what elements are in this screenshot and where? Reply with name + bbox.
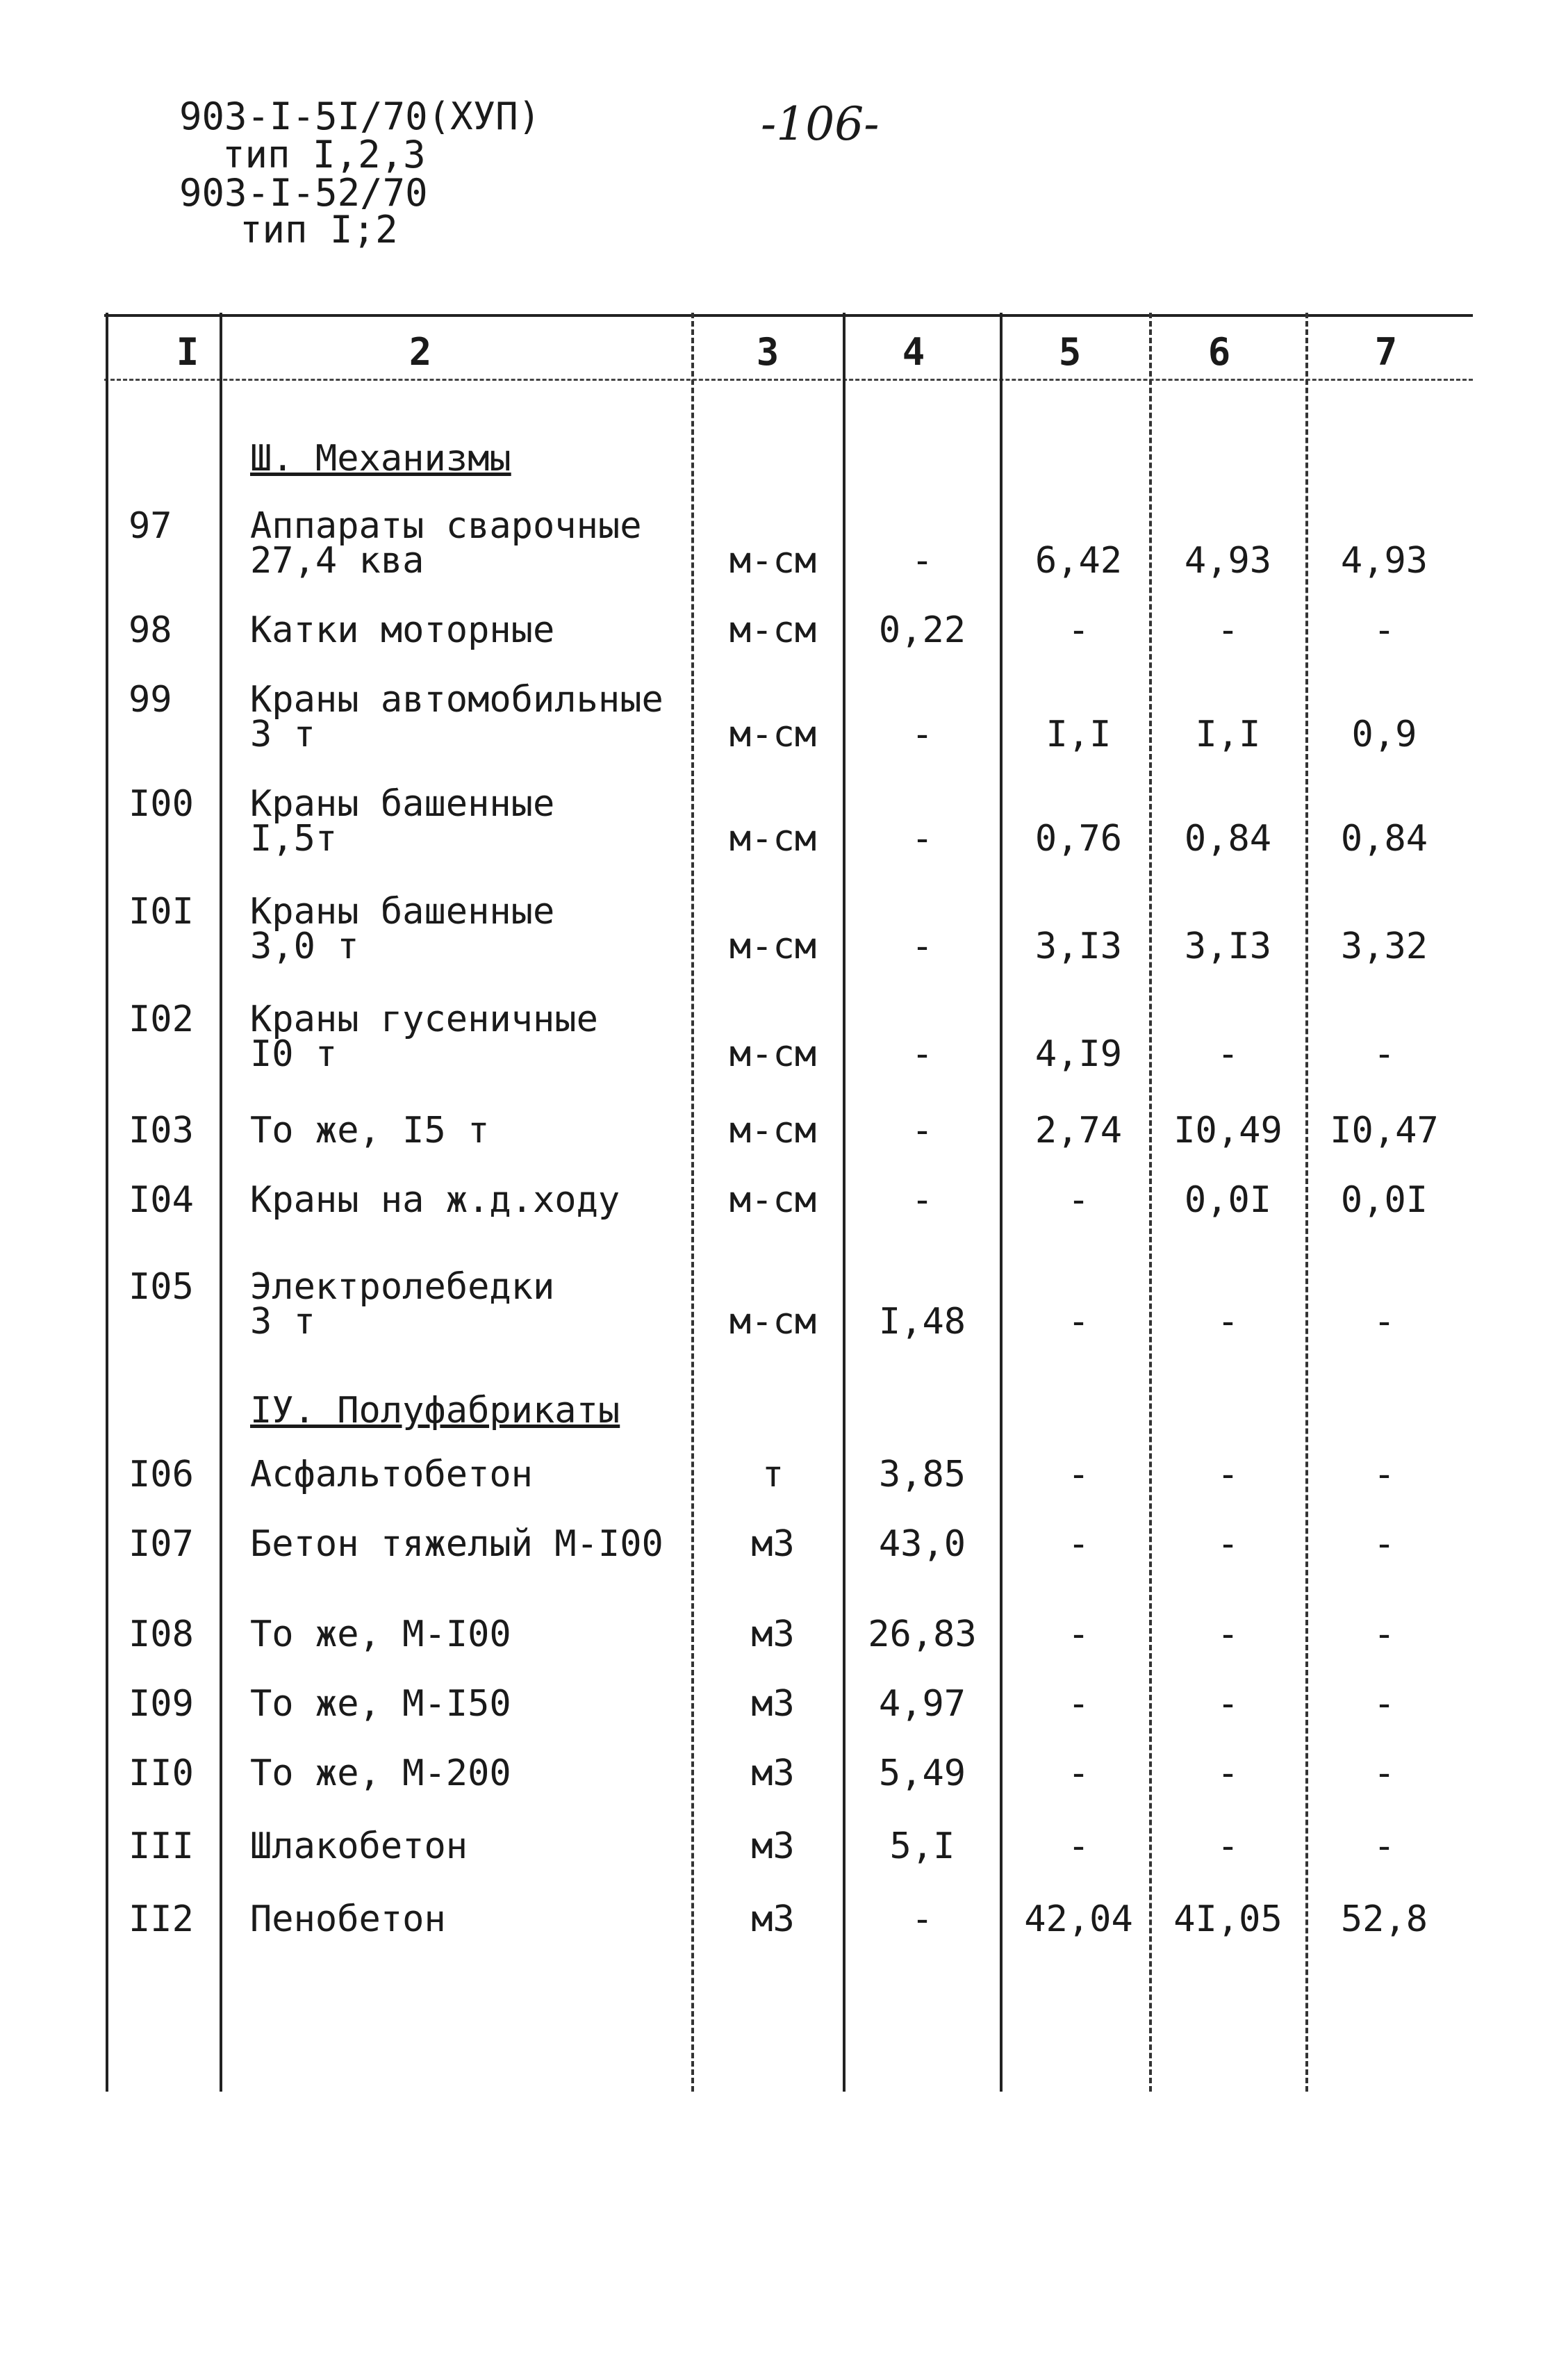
cell-col4: - — [911, 1033, 934, 1075]
cell-col4: 0,22 — [878, 609, 966, 651]
cell-col5: 2,74 — [1034, 1110, 1123, 1151]
cell-col7: 4,93 — [1340, 540, 1428, 582]
cell-col7: - — [1373, 1753, 1396, 1794]
row-name: Бетон тяжелый М-I00 — [250, 1523, 663, 1565]
col-header-5: 5 — [1058, 330, 1082, 374]
cell-col6: - — [1216, 1825, 1239, 1867]
cell-col7: - — [1373, 1825, 1396, 1867]
row-unit: м-см — [729, 609, 817, 651]
row-unit: м-см — [729, 1179, 817, 1221]
cell-col6: - — [1216, 1683, 1239, 1725]
cell-col7: 3,32 — [1340, 926, 1428, 967]
cell-col5: - — [1067, 1179, 1090, 1221]
cell-col7: - — [1373, 1523, 1396, 1565]
cell-col5: - — [1067, 1454, 1090, 1495]
cell-col4: 3,85 — [878, 1454, 966, 1495]
col-header-4: 4 — [902, 330, 925, 374]
row-name: То же, М-200 — [250, 1753, 511, 1794]
row-name: 27,4 ква — [250, 540, 424, 582]
row-name: То же, М-I50 — [250, 1683, 511, 1725]
cell-col6: - — [1216, 1753, 1239, 1794]
cell-col7: I0,47 — [1330, 1110, 1439, 1151]
row-unit: м3 — [751, 1523, 795, 1565]
row-number: 98 — [129, 609, 172, 651]
cell-col6: I,I — [1195, 714, 1261, 755]
row-number: I08 — [129, 1614, 194, 1655]
row-name: Аппараты сварочные — [250, 505, 642, 547]
cell-col4: 5,49 — [878, 1753, 966, 1794]
doc-type-2: тип I;2 — [240, 208, 398, 252]
cell-col4: 43,0 — [878, 1523, 966, 1565]
row-name: Пенобетон — [250, 1898, 446, 1940]
col-header-1: I — [176, 330, 199, 374]
col-header-7: 7 — [1374, 330, 1398, 374]
row-name: Краны автомобильные — [250, 679, 663, 721]
cell-col6: - — [1216, 1301, 1239, 1343]
cell-col6: 4,93 — [1184, 540, 1272, 582]
cell-col5: - — [1067, 1825, 1090, 1867]
cell-col5: - — [1067, 1683, 1090, 1725]
cell-col4: - — [911, 1110, 934, 1151]
cell-col6: I0,49 — [1173, 1110, 1282, 1151]
cell-col5: 3,I3 — [1034, 926, 1123, 967]
cell-col7: 0,0I — [1340, 1179, 1428, 1221]
row-name: Краны на ж.д.ходу — [250, 1179, 620, 1221]
cell-col4: - — [911, 1179, 934, 1221]
cell-col7: - — [1373, 1033, 1396, 1075]
cell-col6: - — [1216, 1454, 1239, 1495]
cell-col7: 0,9 — [1351, 714, 1417, 755]
row-name: Катки моторные — [250, 609, 555, 651]
row-name: То же, М-I00 — [250, 1614, 511, 1655]
row-number: 97 — [129, 505, 172, 547]
row-name: 3 т — [250, 1301, 315, 1343]
col-header-3: 3 — [756, 330, 780, 374]
header-divider — [104, 379, 1473, 381]
cell-col4: 5,I — [889, 1825, 955, 1867]
doc-code-2: 903-I-52/70 — [179, 171, 428, 215]
row-unit: м-см — [729, 540, 817, 582]
cell-col4: - — [911, 714, 934, 755]
cell-col6: - — [1216, 1614, 1239, 1655]
cell-col7: - — [1373, 1454, 1396, 1495]
cell-col4: - — [911, 540, 934, 582]
row-number: I04 — [129, 1179, 194, 1221]
row-unit: м3 — [751, 1614, 795, 1655]
section-title-semifinished: IУ. Полуфабрикаты — [250, 1390, 620, 1431]
cell-col7: - — [1373, 1301, 1396, 1343]
col-header-6: 6 — [1207, 330, 1231, 374]
row-unit: м-см — [729, 818, 817, 860]
cell-col6: - — [1216, 609, 1239, 651]
table-top-border — [104, 314, 1473, 317]
row-name: Краны гусеничные — [250, 999, 598, 1040]
row-number: II0 — [129, 1753, 194, 1794]
cell-col6: 4I,05 — [1173, 1898, 1282, 1940]
row-name: I,5т — [250, 818, 338, 860]
cell-col4: - — [911, 926, 934, 967]
row-name: Электролебедки — [250, 1266, 555, 1308]
cell-col6: 0,84 — [1184, 818, 1272, 860]
cell-col5: 6,42 — [1034, 540, 1123, 582]
row-number: I0I — [129, 891, 194, 933]
cell-col4: - — [911, 818, 934, 860]
cell-col5: 4,I9 — [1034, 1033, 1123, 1075]
cell-col6: - — [1216, 1033, 1239, 1075]
cell-col6: - — [1216, 1523, 1239, 1565]
row-unit: м-см — [729, 1033, 817, 1075]
cell-col5: 0,76 — [1034, 818, 1123, 860]
cell-col5: - — [1067, 1614, 1090, 1655]
cell-col6: 3,I3 — [1184, 926, 1272, 967]
row-name: Шлакобетон — [250, 1825, 468, 1867]
row-unit: м3 — [751, 1753, 795, 1794]
row-unit: м-см — [729, 714, 817, 755]
row-name: То же, I5 т — [250, 1110, 490, 1151]
cell-col7: 0,84 — [1340, 818, 1428, 860]
doc-type-1: тип I,2,3 — [222, 133, 426, 177]
cell-col7: - — [1373, 609, 1396, 651]
cell-col7: - — [1373, 1614, 1396, 1655]
row-number: II2 — [129, 1898, 194, 1940]
cell-col4: - — [911, 1898, 934, 1940]
row-number: I07 — [129, 1523, 194, 1565]
cell-col6: 0,0I — [1184, 1179, 1272, 1221]
row-name: Асфальтобетон — [250, 1454, 533, 1495]
col-header-2: 2 — [409, 330, 432, 374]
row-name: 3 т — [250, 714, 315, 755]
cell-col5: - — [1067, 609, 1090, 651]
cell-col4: 26,83 — [868, 1614, 977, 1655]
page-number: -106- — [761, 97, 880, 151]
row-unit: м3 — [751, 1825, 795, 1867]
row-number: I09 — [129, 1683, 194, 1725]
row-name: I0 т — [250, 1033, 338, 1075]
row-number: III — [129, 1825, 194, 1867]
row-number: I02 — [129, 999, 194, 1040]
cell-col4: I,48 — [878, 1301, 966, 1343]
cell-col5: 42,04 — [1024, 1898, 1133, 1940]
row-unit: м3 — [751, 1683, 795, 1725]
row-number: I06 — [129, 1454, 194, 1495]
cell-col5: - — [1067, 1523, 1090, 1565]
cell-col5: - — [1067, 1753, 1090, 1794]
row-number: 99 — [129, 679, 172, 721]
row-number: I03 — [129, 1110, 194, 1151]
cell-col7: - — [1373, 1683, 1396, 1725]
row-name: Краны башенные — [250, 891, 555, 933]
row-unit: м-см — [729, 926, 817, 967]
doc-code-1: 903-I-5I/70(ХУП) — [179, 95, 541, 138]
row-unit: м-см — [729, 1110, 817, 1151]
row-name: Краны башенные — [250, 783, 555, 825]
row-unit: м-см — [729, 1301, 817, 1343]
cell-col5: I,I — [1046, 714, 1112, 755]
cell-col4: 4,97 — [878, 1683, 966, 1725]
cell-col7: 52,8 — [1340, 1898, 1428, 1940]
row-unit: т — [761, 1454, 784, 1495]
row-number: I05 — [129, 1266, 194, 1308]
col-line-0 — [106, 313, 108, 2092]
cell-col5: - — [1067, 1301, 1090, 1343]
row-name: 3,0 т — [250, 926, 359, 967]
col-line-2 — [691, 313, 694, 2092]
row-number: I00 — [129, 783, 194, 825]
section-title-mechanisms: Ш. Механизмы — [250, 438, 511, 479]
row-unit: м3 — [751, 1898, 795, 1940]
